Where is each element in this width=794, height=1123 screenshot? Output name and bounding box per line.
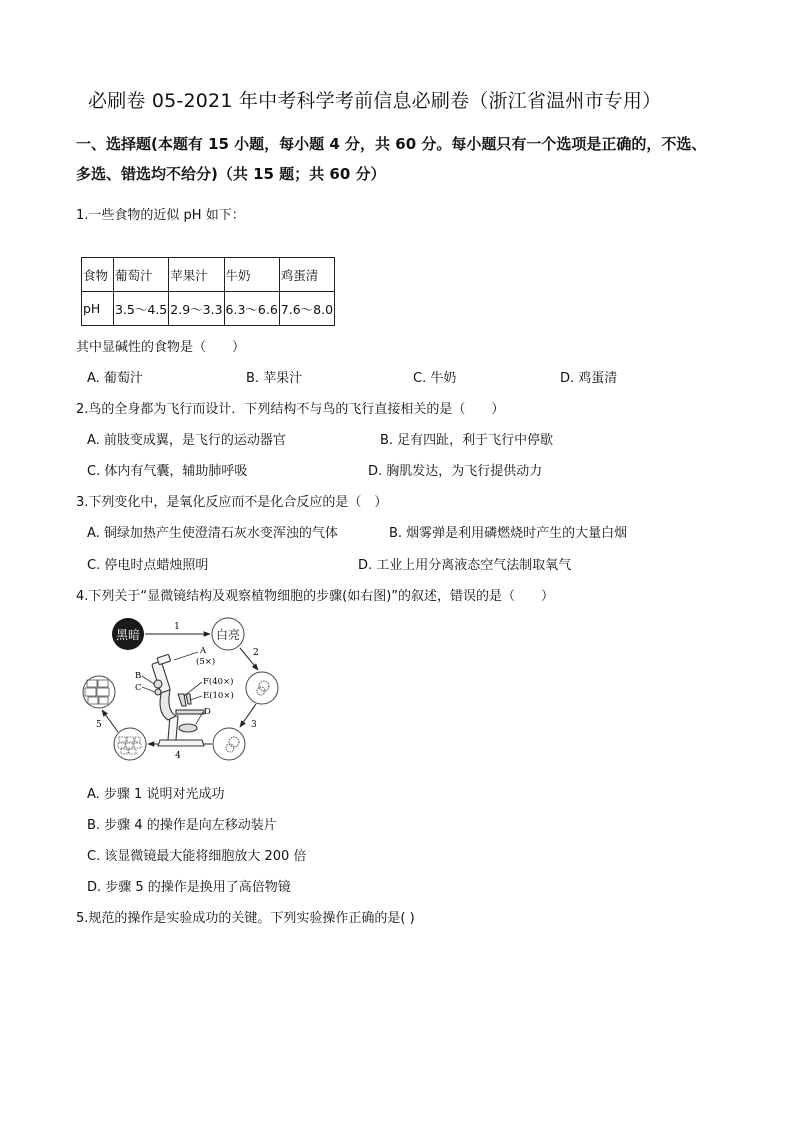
question-2-option-d: D. 胸肌发达，为飞行提供动力 xyxy=(368,464,543,479)
question-3-option-a: A. 铜绿加热产生使澄清石灰水变浑浊的气体 xyxy=(87,526,338,541)
microscope-steps-figure xyxy=(78,612,288,772)
question-4-option-b: B. 步骤 4 的操作是向左移动装片 xyxy=(87,818,277,833)
label-e: E(10×) xyxy=(203,691,234,701)
step-2-label: 2 xyxy=(253,648,259,658)
step-1-label: 1 xyxy=(174,622,180,632)
step-5-arrow xyxy=(102,710,118,732)
table-cell: 牛奶 xyxy=(224,258,279,292)
table-cell: 7.6～8.0 xyxy=(279,292,334,326)
question-4-stem: 4.下列关于“显微镜结构及观察植物细胞的步骤(如右图)”的叙述，错误的是（ ） xyxy=(76,589,555,604)
label-f: F(40×) xyxy=(203,677,234,687)
ph-table xyxy=(81,257,335,326)
dark-field-circle xyxy=(112,618,144,650)
question-2-option-a: A. 前肢变成翼，是飞行的运动器官 xyxy=(87,433,286,448)
step-5-label: 5 xyxy=(96,720,102,730)
view-circle-bottom-left xyxy=(114,728,146,760)
microscope-icon xyxy=(152,654,204,746)
table-cell: 6.3～6.6 xyxy=(224,292,279,326)
view-circle-left xyxy=(83,676,115,708)
label-b: B xyxy=(135,671,142,681)
question-1-option-a: A. 葡萄汁 xyxy=(87,371,143,386)
section-heading-line2: 多选、错选均不给分)（共 15 题；共 60 分） xyxy=(76,165,386,183)
label-a: A xyxy=(200,646,207,656)
page-title: 必刷卷 05-2021 年中考科学考前信息必刷卷（浙江省温州市专用） xyxy=(88,90,662,112)
dark-label: 黑暗 xyxy=(115,628,141,642)
question-1-option-b: B. 苹果汁 xyxy=(246,371,303,386)
label-a-magnification: (5×) xyxy=(196,657,216,667)
bright-label: 白亮 xyxy=(215,628,241,642)
question-4-option-a: A. 步骤 1 说明对光成功 xyxy=(87,787,225,802)
table-cell: pH xyxy=(82,292,114,326)
question-1-stem: 1.一些食物的近似 pH 如下： xyxy=(76,208,245,223)
step-3-label: 3 xyxy=(251,720,257,730)
view-circle-right xyxy=(246,672,278,704)
question-2-stem: 2.鸟的全身都为飞行而设计．下列结构不与鸟的飞行直接相关的是（ ） xyxy=(76,402,505,417)
table-cell: 3.5～4.5 xyxy=(114,292,169,326)
question-2-option-b: B. 足有四趾，利于飞行中停歇 xyxy=(380,433,554,448)
question-1-option-c: C. 牛奶 xyxy=(413,371,457,386)
question-3-option-d: D. 工业上用分离液态空气法制取氧气 xyxy=(358,558,572,573)
section-heading-line1: 一、选择题(本题有 15 小题，每小题 4 分，共 60 分。每小题只有一个选项是正确的，不选、 xyxy=(76,135,707,153)
bright-field-circle xyxy=(212,618,244,650)
label-c: C xyxy=(135,683,142,693)
question-3-option-b: B. 烟雾弹是利用磷燃烧时产生的大量白烟 xyxy=(389,526,628,541)
question-2-option-c: C. 体内有气囊，辅助肺呼吸 xyxy=(87,464,248,479)
table-cell: 2.9～3.3 xyxy=(169,292,224,326)
question-4-option-d: D. 步骤 5 的操作是换用了高倍物镜 xyxy=(87,880,291,895)
table-cell: 苹果汁 xyxy=(169,258,224,292)
question-3-stem: 3.下列变化中，是氧化反应而不是化合反应的是（ ） xyxy=(76,495,388,510)
table-row xyxy=(82,292,335,326)
table-cell: 鸡蛋清 xyxy=(279,258,334,292)
question-4-option-c: C. 该显微镜最大能将细胞放大 200 倍 xyxy=(87,849,307,864)
question-1-option-d: D. 鸡蛋清 xyxy=(560,371,618,386)
question-1-prompt: 其中显碱性的食物是（ ） xyxy=(76,340,246,355)
question-5-stem: 5.规范的操作是实验成功的关键。下列实验操作正确的是( ) xyxy=(76,911,415,926)
table-cell: 食物 xyxy=(82,258,114,292)
label-d: D xyxy=(204,707,211,717)
table-row xyxy=(82,258,335,292)
question-3-option-c: C. 停电时点蜡烛照明 xyxy=(87,558,209,573)
view-circle-bottom-right xyxy=(213,728,245,760)
table-cell: 葡萄汁 xyxy=(114,258,169,292)
step-4-label: 4 xyxy=(175,751,181,761)
